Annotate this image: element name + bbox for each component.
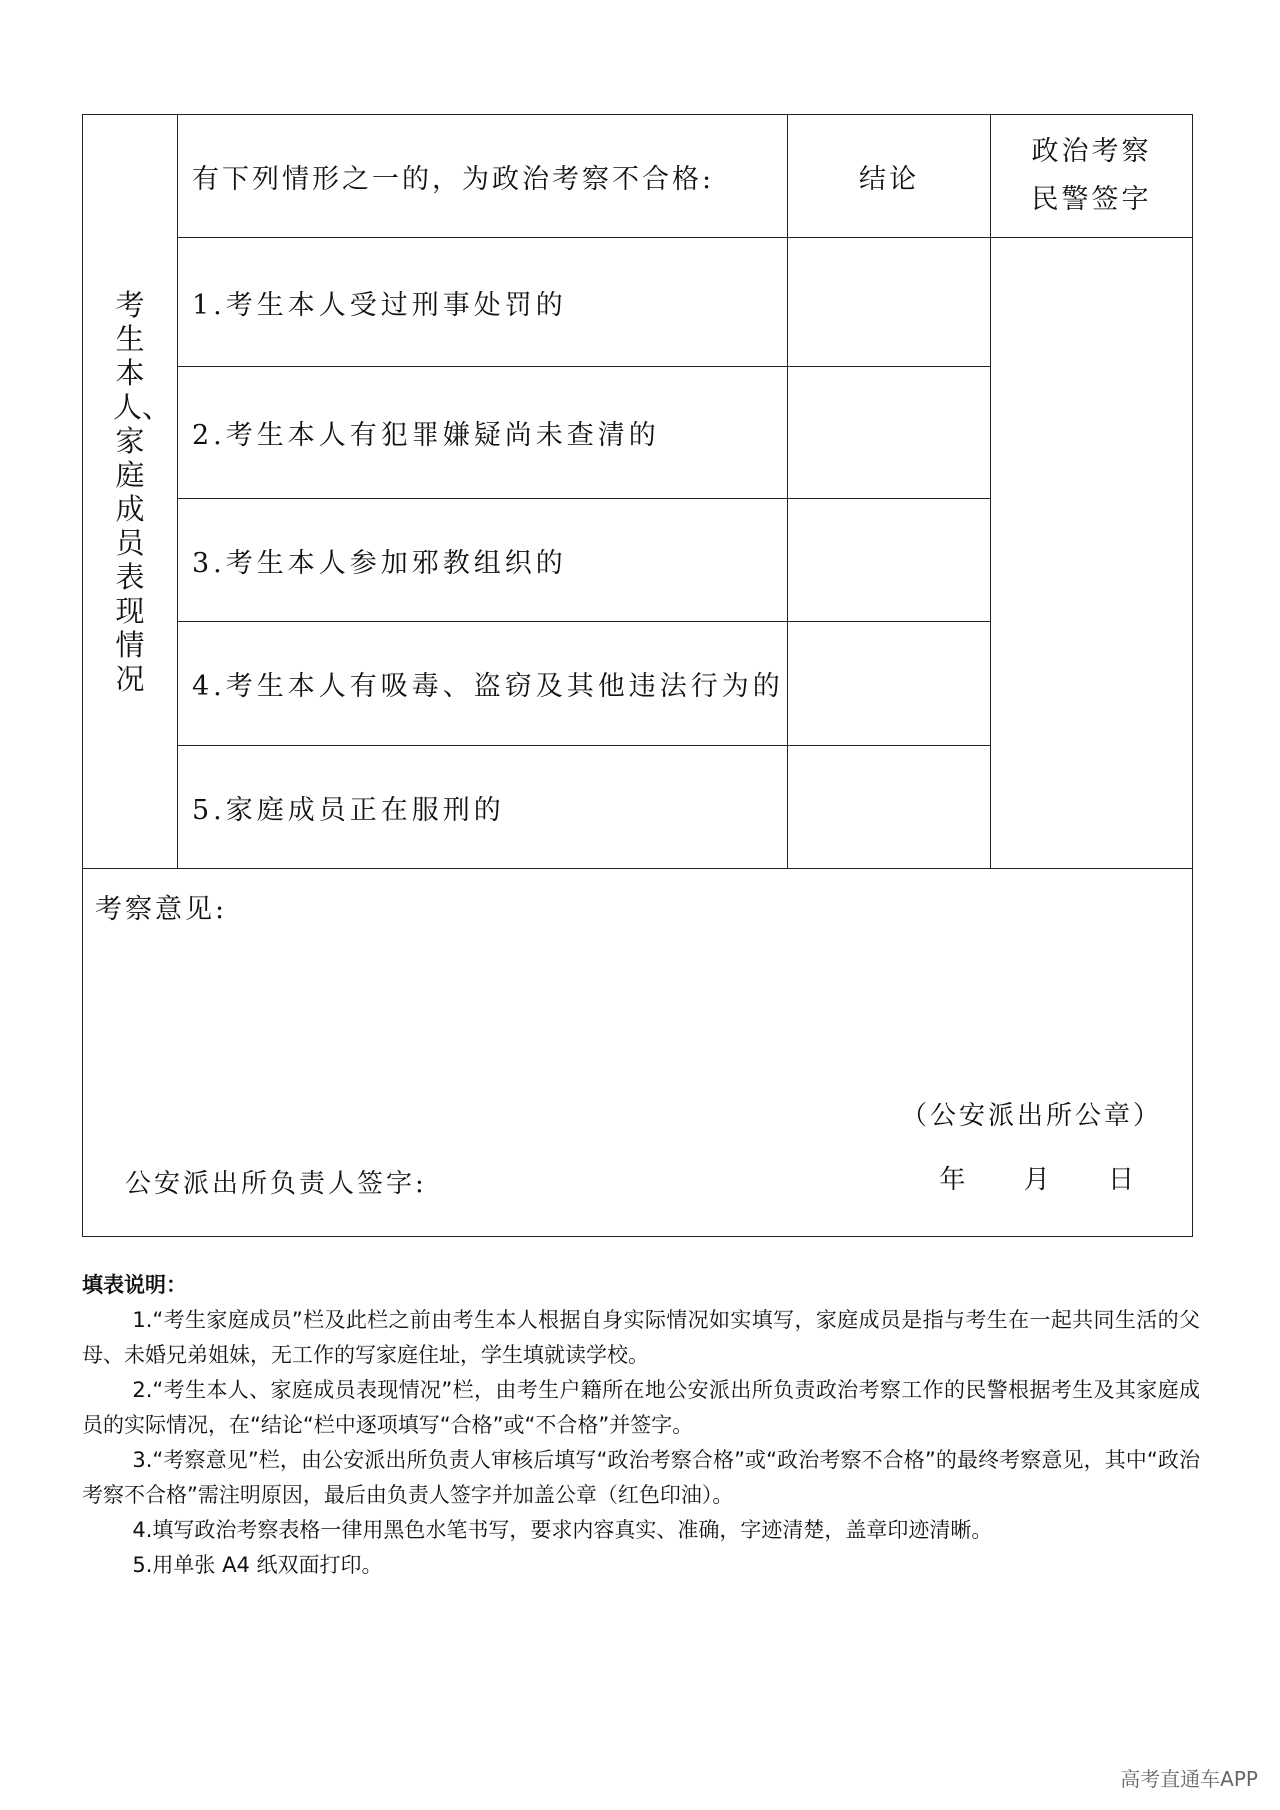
date-line [889,1159,1134,1196]
political-review-table [82,114,1193,1237]
side-label: 考生本人、家庭成员表现情况 [113,287,172,696]
filling-instructions [82,1268,1200,1583]
watermark: 高考直通车APP [1120,1767,1258,1791]
instruction-item: 1.“考生家庭成员”栏及此栏之前由考生本人根据自身实际情况如实填写，家庭成员是指与考生在一起共同生活的父母、未婚兄弟姐妹，无工作的写家庭住址，学生填就读学校。 [82,1308,1200,1367]
header-officer-line2: 民警签字 [1031,184,1152,215]
instruction-item: 4.填写政治考察表格一律用黑色水笔书写，要求内容真实、准确，字迹清楚，盖章印迹清晰。 [132,1518,993,1542]
conclusion-cell[interactable] [788,238,991,367]
item-text: 4.考生本人有吸毒、盗窃及其他违法行为的 [178,622,788,746]
header-row [83,115,1193,238]
item-text: 2.考生本人有犯罪嫌疑尚未查清的 [178,367,788,499]
item-text: 5.家庭成员正在服刑的 [178,746,788,869]
stamp-note: （公安派出所公章） [900,1101,1162,1131]
officer-signature-cell[interactable] [991,238,1193,869]
supervisor-signature-label: 公安派出所负责人签字: [125,1169,427,1199]
date-day: 日 [1107,1165,1134,1195]
opinion-label: 考察意见: [95,894,228,925]
table-row [83,238,1193,367]
instruction-item: 2.“考生本人、家庭成员表现情况”栏，由考生户籍所在地公安派出所负责政治考察工作的民警根据考生及其家庭成员的实际情况，在“结论“栏中逐项填写“合格”或“不合格”并签字。 [82,1378,1200,1437]
item-text: 1.考生本人受过刑事处罚的 [178,238,788,367]
instruction-item: 5.用单张 A4 纸双面打印。 [132,1553,383,1577]
instruction-item: 3.“考察意见”栏，由公安派出所负责人审核后填写“政治考察合格”或“政治考察不合格”的最终考察意见，其中“政治考察不合格”需注明原因，最后由负责人签字并加盖公章（红色印油）。 [82,1448,1200,1507]
item-text: 3.考生本人参加邪教组织的 [178,499,788,622]
header-lead: 有下列情形之一的，为政治考察不合格: [178,115,788,238]
opinion-cell[interactable] [83,869,1193,1237]
conclusion-cell[interactable] [788,746,991,869]
header-conclusion: 结论 [788,115,991,238]
date-year: 年 [939,1165,966,1195]
side-label-cell [83,115,178,869]
instructions-title: 填表说明： [82,1273,187,1297]
date-month: 月 [1023,1165,1050,1195]
header-officer-signature [991,115,1193,238]
opinion-row [83,869,1193,1237]
header-officer-line1: 政治考察 [1031,136,1152,167]
conclusion-cell[interactable] [788,367,991,499]
conclusion-cell[interactable] [788,499,991,622]
conclusion-cell[interactable] [788,622,991,746]
